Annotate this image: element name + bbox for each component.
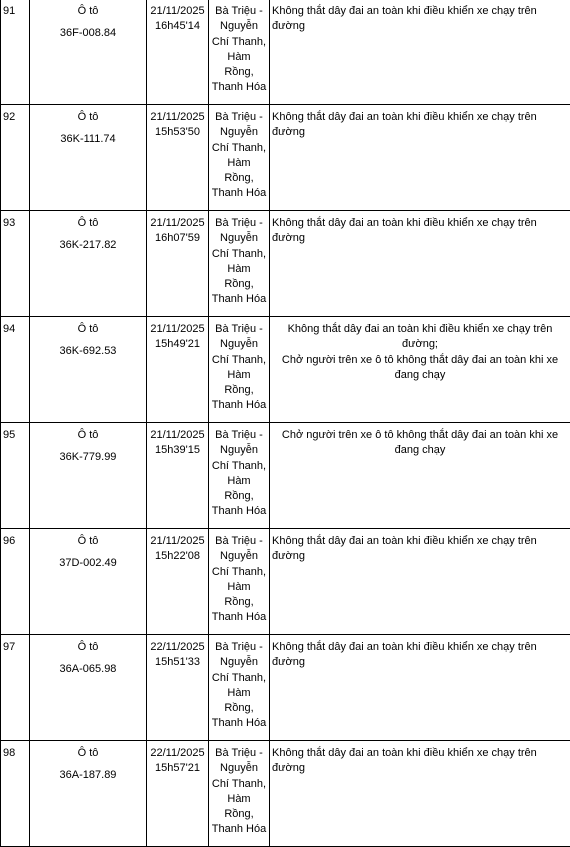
location-line: Nguyễn — [211, 125, 267, 140]
license-plate: 36K-692.53 — [32, 344, 144, 359]
table-row — [1, 105, 570, 211]
datetime-cell — [147, 423, 209, 529]
location-line: Chí Thanh, — [211, 671, 267, 686]
license-plate: 36F-008.84 — [32, 26, 144, 41]
location-line: Rồng, — [211, 171, 267, 186]
location-line: Thanh Hóa — [211, 610, 267, 625]
violation-description — [270, 317, 570, 423]
violation-description — [270, 741, 570, 847]
location-line: Chí Thanh, — [211, 247, 267, 262]
vehicle-cell — [30, 317, 147, 423]
table-row — [1, 0, 570, 105]
location-line: Chí Thanh, — [211, 459, 267, 474]
violation-description — [270, 0, 570, 105]
violation-text: Không thắt dây đai an toàn khi điều khiển xe chạy trên đường — [272, 534, 568, 565]
violation-time: 16h45'14 — [149, 19, 206, 34]
violation-text: Không thắt dây đai an toàn khi điều khiển xe chạy trên đường — [272, 640, 568, 671]
violation-date: 22/11/2025 — [149, 640, 206, 655]
location-line: Bà Triệu - — [211, 4, 267, 19]
datetime-cell — [147, 741, 209, 847]
vehicle-cell — [30, 0, 147, 105]
vehicle-cell — [30, 211, 147, 317]
violation-text: Chở người trên xe ô tô không thắt dây đai an toàn khi xe đang chạy — [280, 353, 560, 384]
row-number: 91 — [1, 0, 30, 105]
table-row — [1, 317, 570, 423]
vehicle-type: Ô tô — [78, 323, 99, 335]
location-line: Bà Triệu - — [211, 640, 267, 655]
location-line: Bà Triệu - — [211, 322, 267, 337]
violation-description — [270, 211, 570, 317]
license-plate: 36K-111.74 — [32, 132, 144, 147]
row-number: 96 — [1, 529, 30, 635]
violation-date: 21/11/2025 — [149, 322, 206, 337]
violation-text: Không thắt dây đai an toàn khi điều khiển xe chạy trên đường — [272, 4, 568, 35]
location-line: Bà Triệu - — [211, 216, 267, 231]
vehicle-cell — [30, 105, 147, 211]
license-plate: 36K-217.82 — [32, 238, 144, 253]
violation-date: 21/11/2025 — [149, 428, 206, 443]
location-line: Chí Thanh, — [211, 141, 267, 156]
datetime-cell — [147, 635, 209, 741]
location-cell — [209, 423, 270, 529]
vehicle-type: Ô tô — [78, 111, 99, 123]
vehicle-type: Ô tô — [78, 429, 99, 441]
violations-table-body — [1, 0, 570, 847]
violation-time: 16h07'59 — [149, 231, 206, 246]
location-cell — [209, 635, 270, 741]
location-line: Nguyễn — [211, 443, 267, 458]
location-line: Nguyễn — [211, 761, 267, 776]
violation-time: 15h57'21 — [149, 761, 206, 776]
table-row — [1, 741, 570, 847]
table-row — [1, 529, 570, 635]
location-line: Hàm — [211, 262, 267, 277]
table-row — [1, 635, 570, 741]
violation-date: 21/11/2025 — [149, 110, 206, 125]
location-cell — [209, 741, 270, 847]
datetime-cell — [147, 317, 209, 423]
location-line: Chí Thanh, — [211, 777, 267, 792]
datetime-cell — [147, 211, 209, 317]
location-line: Bà Triệu - — [211, 428, 267, 443]
vehicle-type: Ô tô — [78, 747, 99, 759]
location-line: Rồng, — [211, 489, 267, 504]
violation-text: Không thắt dây đai an toàn khi điều khiển xe chạy trên đường; — [280, 322, 560, 353]
location-cell — [209, 0, 270, 105]
location-line: Thanh Hóa — [211, 504, 267, 519]
table-row — [1, 211, 570, 317]
location-line: Hàm — [211, 792, 267, 807]
location-line: Bà Triệu - — [211, 110, 267, 125]
location-line: Chí Thanh, — [211, 353, 267, 368]
vehicle-type: Ô tô — [78, 5, 99, 17]
location-cell — [209, 211, 270, 317]
row-number: 95 — [1, 423, 30, 529]
location-line: Hàm — [211, 50, 267, 65]
location-line: Rồng, — [211, 65, 267, 80]
location-line: Hàm — [211, 156, 267, 171]
license-plate: 36A-187.89 — [32, 768, 144, 783]
location-line: Thanh Hóa — [211, 80, 267, 95]
violation-text: Không thắt dây đai an toàn khi điều khiển xe chạy trên đường — [272, 110, 568, 141]
location-line: Hàm — [211, 686, 267, 701]
license-plate: 36A-065.98 — [32, 662, 144, 677]
vehicle-cell — [30, 529, 147, 635]
violation-time: 15h22'08 — [149, 549, 206, 564]
location-line: Nguyễn — [211, 655, 267, 670]
vehicle-type: Ô tô — [78, 217, 99, 229]
violation-date: 21/11/2025 — [149, 534, 206, 549]
row-number: 97 — [1, 635, 30, 741]
location-line: Thanh Hóa — [211, 186, 267, 201]
vehicle-cell — [30, 635, 147, 741]
violation-description — [270, 423, 570, 529]
location-line: Rồng, — [211, 383, 267, 398]
vehicle-cell — [30, 741, 147, 847]
datetime-cell — [147, 0, 209, 105]
location-line: Bà Triệu - — [211, 746, 267, 761]
location-cell — [209, 529, 270, 635]
location-line: Thanh Hóa — [211, 292, 267, 307]
violation-time: 15h53'50 — [149, 125, 206, 140]
row-number: 93 — [1, 211, 30, 317]
datetime-cell — [147, 529, 209, 635]
violation-text: Không thắt dây đai an toàn khi điều khiển xe chạy trên đường — [272, 746, 568, 777]
location-line: Hàm — [211, 368, 267, 383]
location-line: Bà Triệu - — [211, 534, 267, 549]
location-cell — [209, 317, 270, 423]
violation-text: Không thắt dây đai an toàn khi điều khiển xe chạy trên đường — [272, 216, 568, 247]
location-line: Thanh Hóa — [211, 398, 267, 413]
location-line: Nguyễn — [211, 19, 267, 34]
violation-description — [270, 529, 570, 635]
location-line: Nguyễn — [211, 231, 267, 246]
location-line: Nguyễn — [211, 337, 267, 352]
location-line: Nguyễn — [211, 549, 267, 564]
license-plate: 37D-002.49 — [32, 556, 144, 571]
violation-time: 15h39'15 — [149, 443, 206, 458]
location-line: Rồng, — [211, 277, 267, 292]
table-row — [1, 423, 570, 529]
violation-date: 21/11/2025 — [149, 216, 206, 231]
row-number: 94 — [1, 317, 30, 423]
vehicle-type: Ô tô — [78, 641, 99, 653]
location-line: Rồng, — [211, 807, 267, 822]
location-line: Hàm — [211, 580, 267, 595]
violation-text: Chở người trên xe ô tô không thắt dây đai an toàn khi xe đang chạy — [280, 428, 560, 459]
location-cell — [209, 105, 270, 211]
license-plate: 36K-779.99 — [32, 450, 144, 465]
violation-time: 15h49'21 — [149, 337, 206, 352]
violation-description — [270, 635, 570, 741]
location-line: Rồng, — [211, 595, 267, 610]
location-line: Thanh Hóa — [211, 822, 267, 837]
location-line: Chí Thanh, — [211, 565, 267, 580]
vehicle-type: Ô tô — [78, 535, 99, 547]
location-line: Chí Thanh, — [211, 35, 267, 50]
vehicle-cell — [30, 423, 147, 529]
location-line: Thanh Hóa — [211, 716, 267, 731]
violation-time: 15h51'33 — [149, 655, 206, 670]
location-line: Hàm — [211, 474, 267, 489]
row-number: 92 — [1, 105, 30, 211]
row-number: 98 — [1, 741, 30, 847]
violation-description — [270, 105, 570, 211]
violation-date: 22/11/2025 — [149, 746, 206, 761]
location-line: Rồng, — [211, 701, 267, 716]
violation-date: 21/11/2025 — [149, 4, 206, 19]
datetime-cell — [147, 105, 209, 211]
